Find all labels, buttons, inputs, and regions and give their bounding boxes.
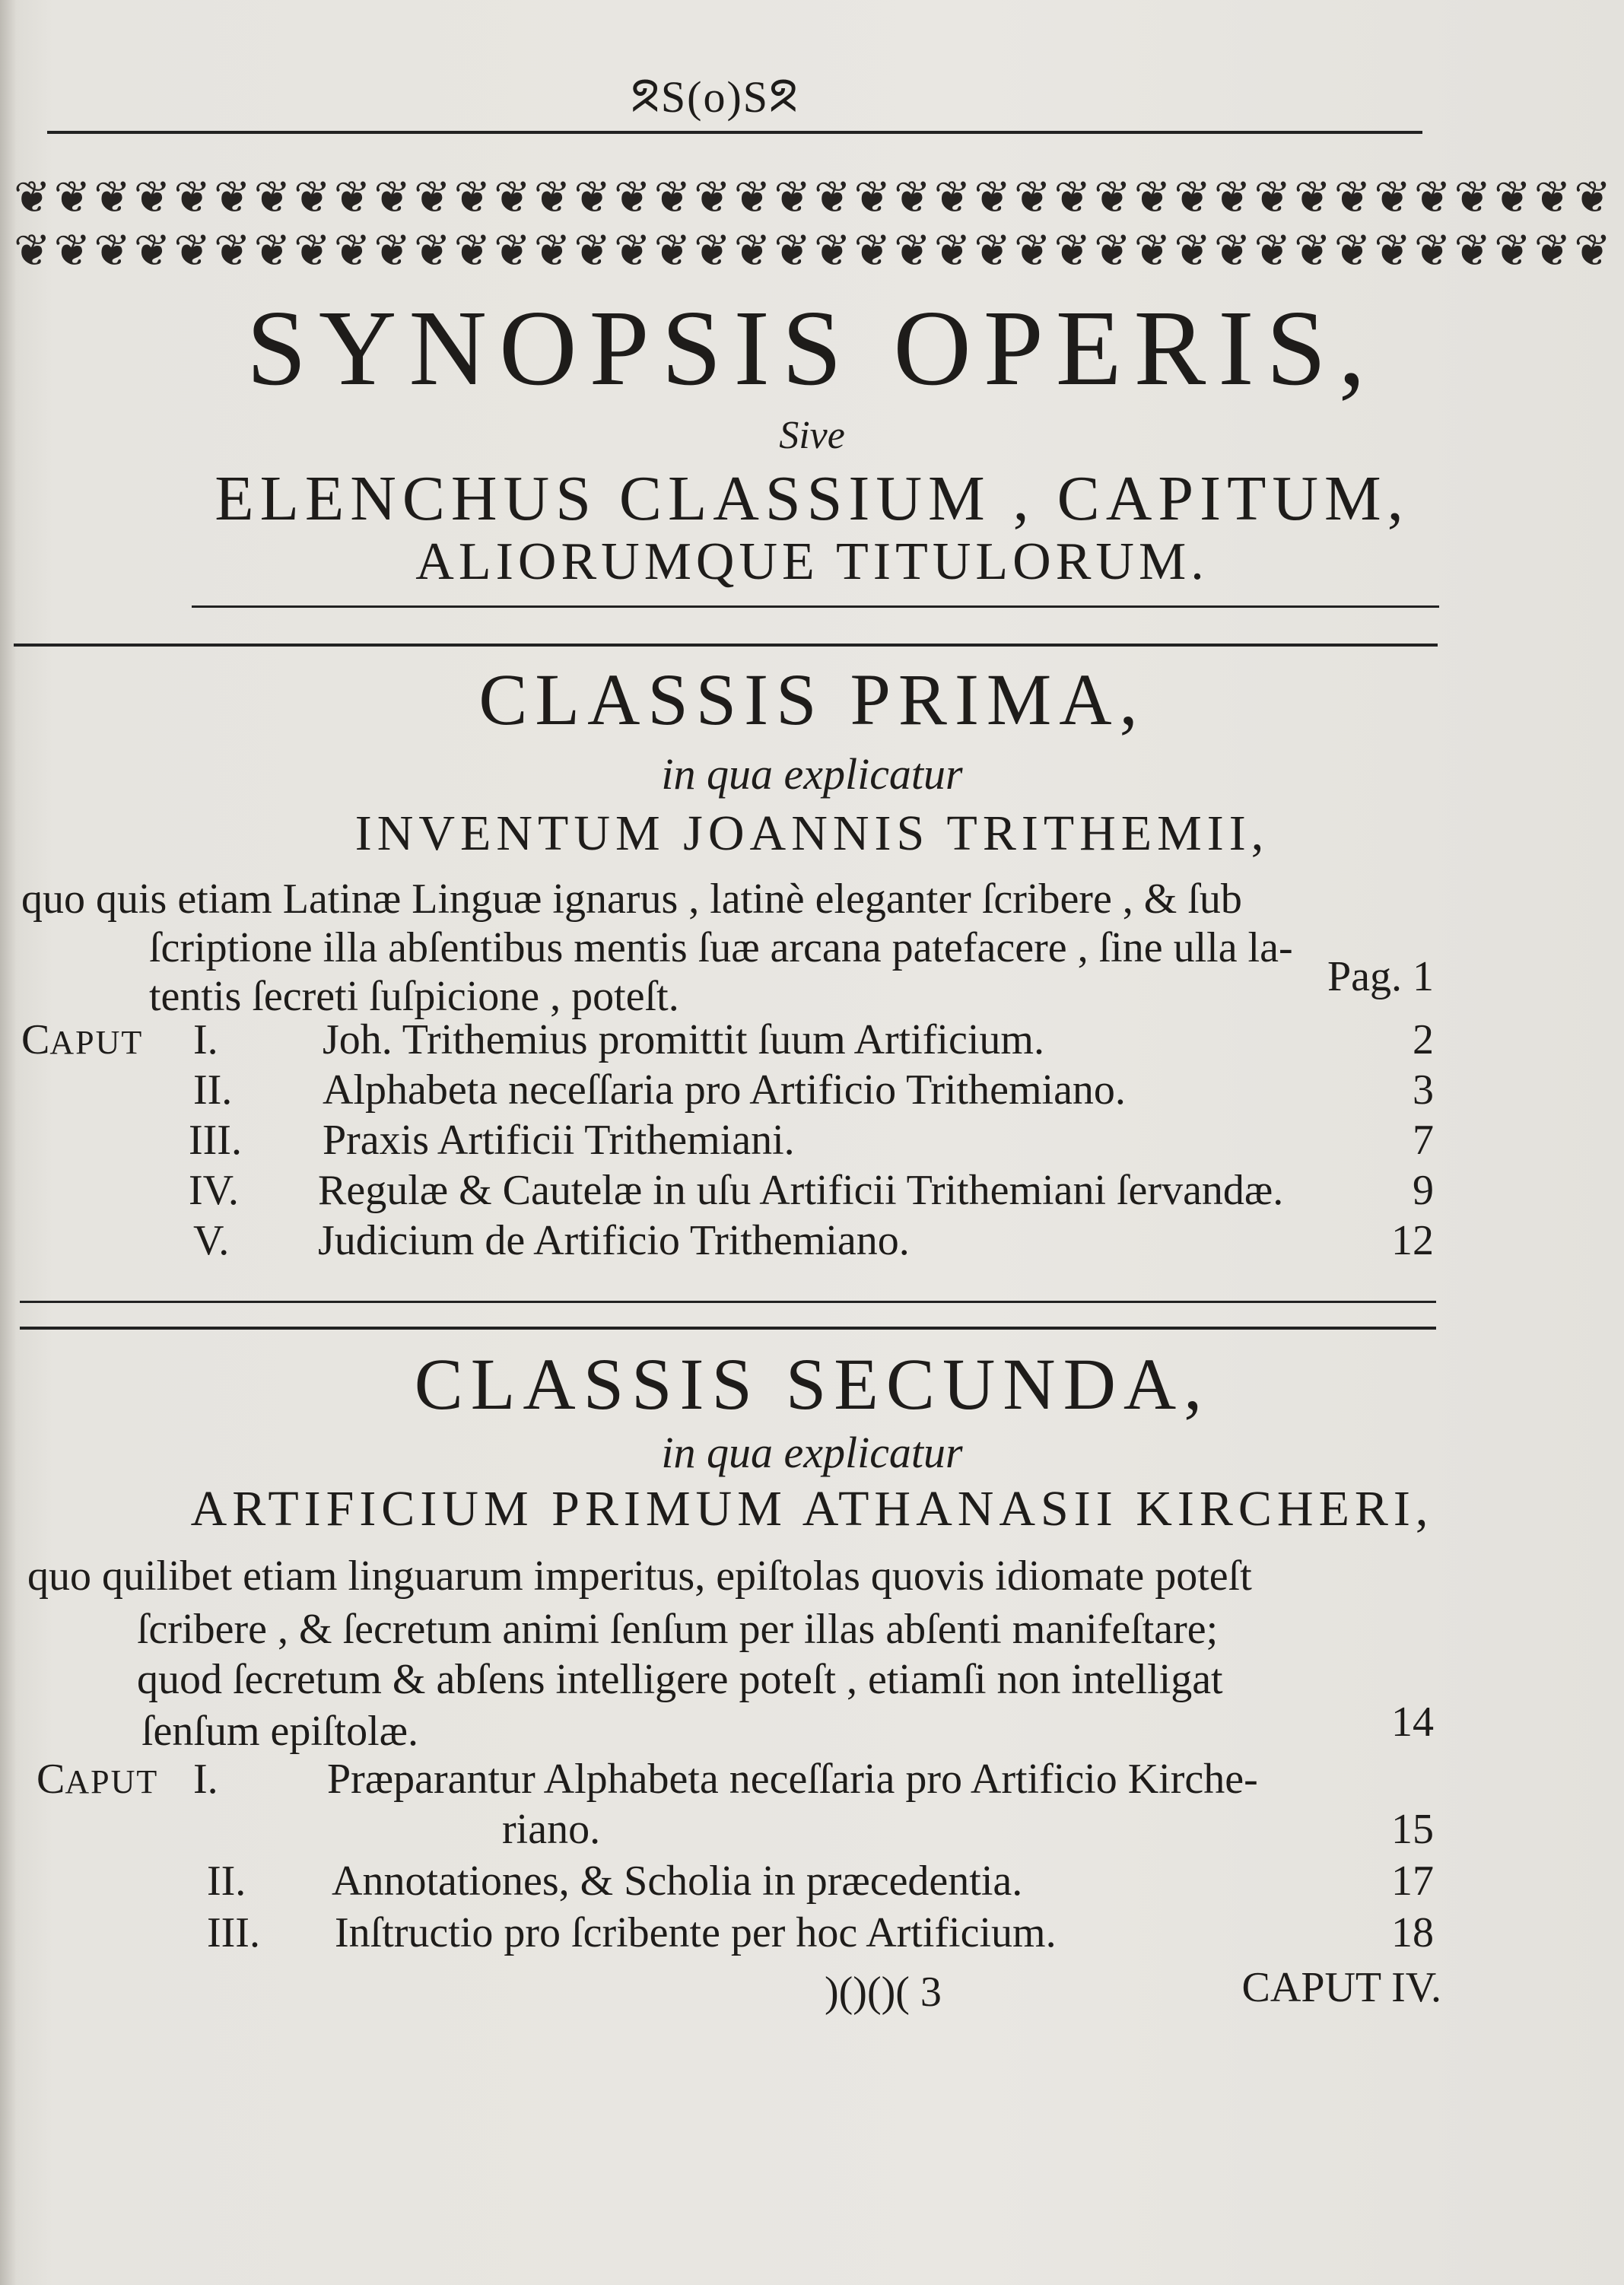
classis-secunda-desc-line-3: quod ſecretum & abſens intelligere poteſt , etiamſi non intelligat <box>137 1656 1223 1703</box>
chapter-title: Annotationes, & Scholia in præcedentia. <box>332 1858 1023 1905</box>
chapter-number: V. <box>193 1217 230 1264</box>
toc-row <box>0 1908 1624 1958</box>
classis-secunda-desc-line-4: ſenſum epiſtolæ. <box>141 1708 418 1755</box>
chapter-title: Judicium de Artificio Trithemiano. <box>318 1217 910 1264</box>
classis-secunda-page-ref: 14 <box>1391 1699 1434 1746</box>
toc-row-continuation <box>0 1804 1624 1854</box>
chapter-number: III. <box>189 1117 242 1164</box>
toc-row <box>0 1165 1624 1216</box>
chapter-title: Joh. Trithemius promittit ſuum Artificium. <box>323 1016 1044 1063</box>
divider-rule-1a <box>192 605 1439 608</box>
chapter-title: Regulæ & Cautelæ in uſu Artificii Trithemiani ſervandæ. <box>318 1167 1284 1214</box>
chapter-number: I. <box>193 1756 218 1803</box>
chapter-number: II. <box>193 1066 233 1114</box>
divider-rule-1b <box>14 644 1438 647</box>
subtitle-line-1: ELENCHUS CLASSIUM , CAPITUM, <box>215 463 1409 534</box>
classis-prima-desc-line-1: quo quis etiam Latinæ Linguæ ignarus , latinè eleganter ſcribere , & ſub <box>21 876 1242 923</box>
chapter-number: III. <box>207 1909 260 1956</box>
chapter-label: CAPUT <box>21 1016 144 1063</box>
chapter-page: 2 <box>1413 1016 1434 1063</box>
chapter-page: 17 <box>1391 1858 1434 1905</box>
classis-secunda-intro: in qua explicatur <box>661 1428 963 1477</box>
chapter-page: 12 <box>1391 1217 1434 1264</box>
chapter-title: Praxis Artificii Trithemiani. <box>323 1117 795 1164</box>
divider-rule-2b <box>20 1327 1436 1330</box>
top-rule <box>47 131 1422 134</box>
toc-row <box>0 1015 1624 1065</box>
chapter-title-continuation: riano. <box>502 1806 601 1853</box>
divider-rule-2a <box>20 1301 1436 1303</box>
signature-mark: )()()( 3 <box>825 1969 942 2016</box>
header-ornament: ᘝS(o)Sᘝ <box>631 72 799 122</box>
chapter-title: Alphabeta neceſſaria pro Artificio Trithemiano. <box>323 1066 1126 1114</box>
chapter-number: I. <box>193 1016 218 1063</box>
chapter-page: 18 <box>1391 1909 1434 1956</box>
page-title: SYNOPSIS OPERIS, <box>246 288 1378 408</box>
classis-prima-desc-line-3: tentis ſecreti ſuſpicione , poteſt. <box>149 973 679 1020</box>
chapter-title: Inſtructio pro ſcribente per hoc Artificium. <box>335 1909 1057 1956</box>
classis-secunda-desc-line-1: quo quilibet etiam linguarum imperitus, epiſtolas quovis idiomate poteſt <box>27 1552 1252 1600</box>
classis-secunda-subject: ARTIFICIUM PRIMUM ATHANASII KIRCHERI, <box>190 1481 1434 1537</box>
sive-word: Sive <box>779 414 845 457</box>
chapter-number: IV. <box>189 1167 239 1214</box>
classis-secunda-desc-line-2: ſcribere , & ſecretum animi ſenſum per illas abſenti manifeſtare; <box>137 1606 1219 1653</box>
ornament-row-2: ❦❦❦❦❦❦❦❦❦❦❦❦❦❦❦❦❦❦❦❦❦❦❦❦❦❦❦❦❦❦❦❦❦❦❦❦❦❦❦❦ <box>14 226 1614 275</box>
catchword: CAPUT IV. <box>1241 1964 1441 2011</box>
toc-row <box>0 1856 1624 1906</box>
ornament-row-1: ❦❦❦❦❦❦❦❦❦❦❦❦❦❦❦❦❦❦❦❦❦❦❦❦❦❦❦❦❦❦❦❦❦❦❦❦❦❦❦❦ <box>14 173 1614 222</box>
subtitle-line-2: ALIORUMQUE TITULORUM. <box>415 532 1209 591</box>
classis-secunda-heading: CLASSIS SECUNDA, <box>414 1343 1210 1425</box>
chapter-page: 15 <box>1391 1806 1434 1853</box>
classis-prima-page-ref: Pag. 1 <box>1327 953 1434 1000</box>
toc-row <box>0 1065 1624 1115</box>
chapter-label: CAPUT <box>37 1756 159 1803</box>
classis-prima-heading: CLASSIS PRIMA, <box>478 659 1146 740</box>
toc-row <box>0 1115 1624 1165</box>
classis-prima-subject: INVENTUM JOANNIS TRITHEMII, <box>354 806 1270 861</box>
toc-row <box>0 1754 1624 1804</box>
chapter-page: 7 <box>1413 1117 1434 1164</box>
classis-prima-intro: in qua explicatur <box>661 749 963 799</box>
chapter-number: II. <box>207 1858 246 1905</box>
classis-prima-desc-line-2: ſcriptione illa abſentibus mentis ſuæ arcana patefacere , ſine ulla la- <box>149 924 1293 971</box>
chapter-page: 3 <box>1413 1066 1434 1114</box>
chapter-title: Præparantur Alphabeta neceſſaria pro Artificio Kirche- <box>327 1756 1258 1803</box>
chapter-page: 9 <box>1413 1167 1434 1214</box>
toc-row <box>0 1216 1624 1266</box>
ornamental-border <box>14 171 1614 278</box>
